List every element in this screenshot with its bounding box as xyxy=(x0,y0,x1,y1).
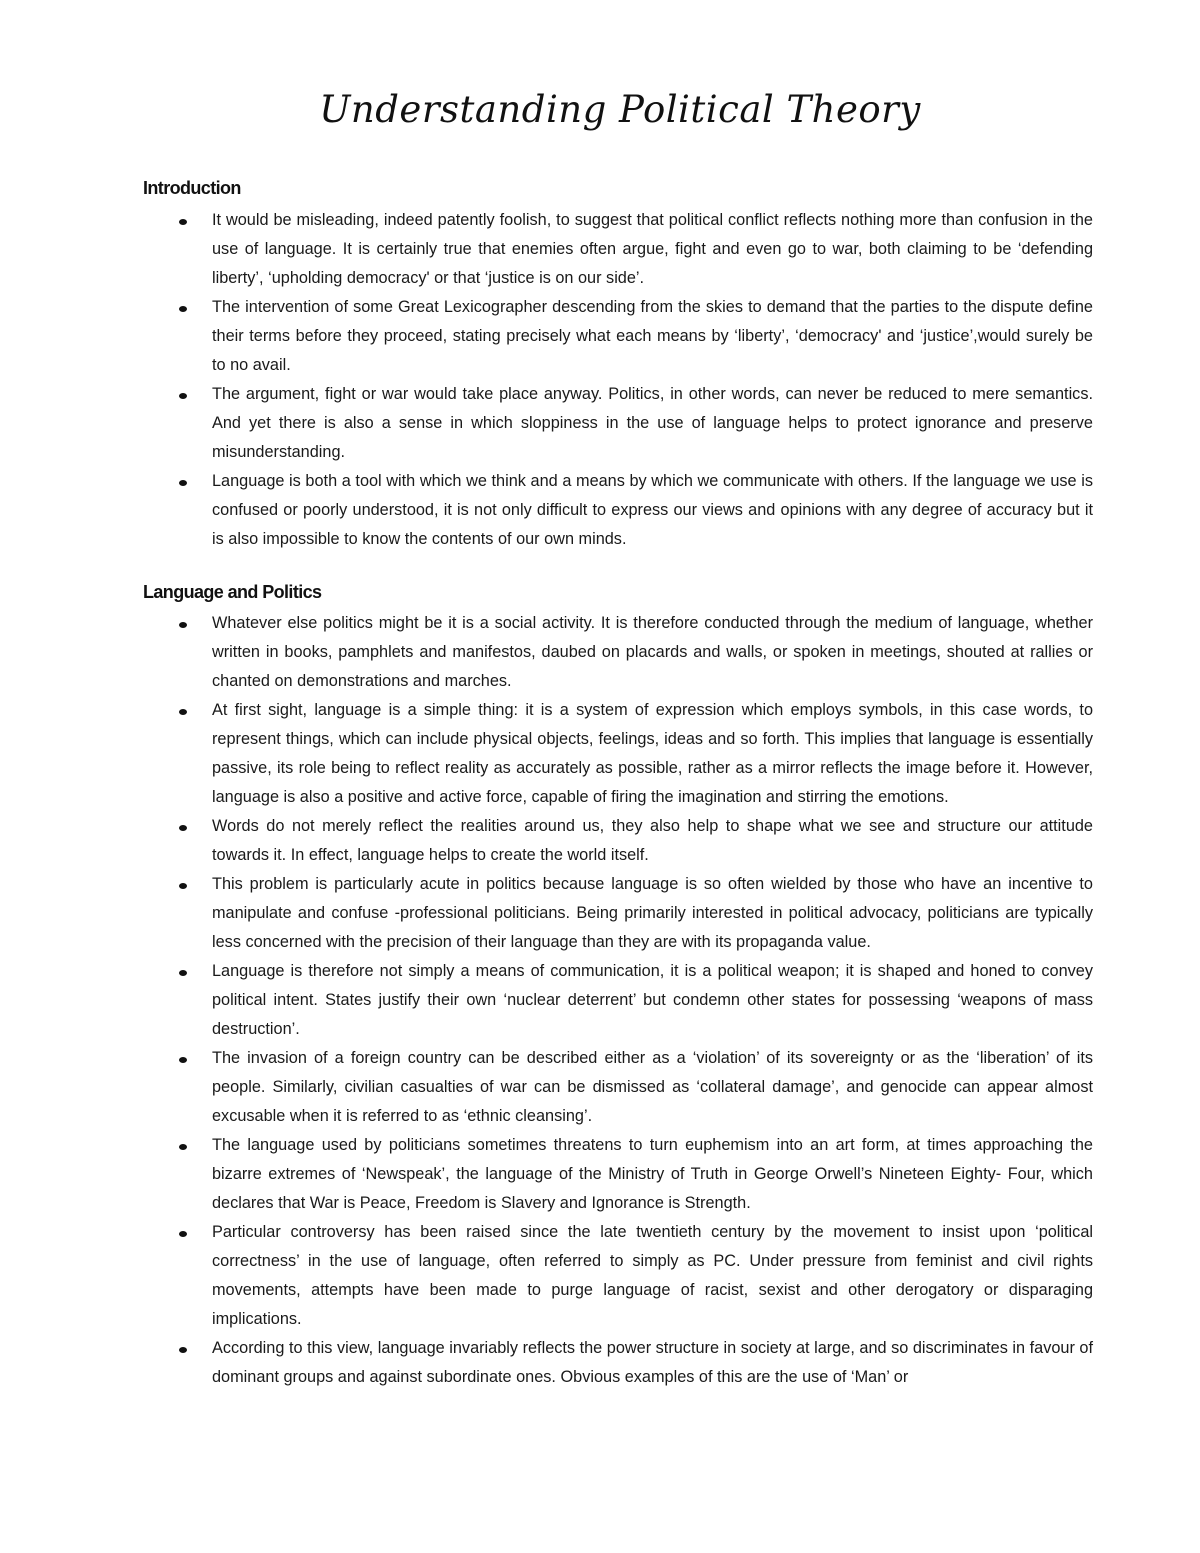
list-item-text: Language is both a tool with which we think and a means by which we communicate with others. If the language we use is confused or poorly understood, it is not only difficult to express our views and opinions with any degree of accuracy but it is also impossible to know the contents of our own minds. xyxy=(212,472,1093,548)
bullet-list-language-and-politics xyxy=(0,609,1200,1392)
list-item-text: Words do not merely reflect the realities around us, they also help to shape what we see and structure our attitude towards it. In effect, language helps to create the world itself. xyxy=(212,817,1093,864)
bullet-icon xyxy=(179,1231,187,1237)
section-heading-language-and-politics: Language and Politics xyxy=(143,582,322,602)
bullet-icon xyxy=(179,825,187,831)
list-item-text: The argument, fight or war would take place anyway. Politics, in other words, can never be reduced to mere semantics. And yet there is also a sense in which sloppiness in the use of language helps to protect ignorance and preserve misunderstanding. xyxy=(212,385,1093,461)
list-item-text: It would be misleading, indeed patently foolish, to suggest that political conflict reflects nothing more than confusion in the use of language. It is certainly true that enemies often argue, fight and even go to war, both claiming to be ‘defending liberty’, ‘upholding democracy' or that ‘justice is on our side’. xyxy=(212,211,1093,287)
list-item xyxy=(0,1334,1200,1392)
list-item-text: This problem is particularly acute in politics because language is so often wielded by those who have an incentive to manipulate and confuse -professional politicians. Being primarily interested in political advocacy, politicians are typically less concerned with the precision of their language than they are with its propaganda value. xyxy=(212,875,1093,951)
list-item-text: The intervention of some Great Lexicographer descending from the skies to demand that the parties to the dispute define their terms before they proceed, stating precisely what each means by ‘liberty’, ‘democracy' and ‘justice’,would surely be to no avail. xyxy=(212,298,1093,374)
list-item-text: According to this view, language invariably reflects the power structure in society at large, and so discriminates in favour of dominant groups and against subordinate ones. Obvious examples of this are the use of ‘Man’ or xyxy=(212,1339,1093,1386)
bullet-icon xyxy=(179,219,187,225)
bullet-icon xyxy=(179,709,187,715)
bullet-icon xyxy=(179,1144,187,1150)
list-item xyxy=(0,609,1200,696)
list-item-text: The language used by politicians sometimes threatens to turn euphemism into an art form, at times approaching the bizarre extremes of ‘Newspeak’, the language of the Ministry of Truth in George Orwell’s Nineteen Eighty- Four, which declares that War is Peace, Freedom is Slavery and Ignorance is Strength. xyxy=(212,1136,1093,1212)
bullet-icon xyxy=(179,480,187,486)
bullet-list-introduction xyxy=(0,206,1200,554)
list-item xyxy=(0,380,1200,467)
section-heading-introduction: Introduction xyxy=(143,178,241,198)
bullet-icon xyxy=(179,393,187,399)
list-item-text: The invasion of a foreign country can be described either as a ‘violation’ of its sovereignty or as the ‘liberation’ of its people. Similarly, civilian casualties of war can be dismissed as ‘collateral damage’, and genocide can appear almost excusable when it is referred to as ‘ethnic cleansing’. xyxy=(212,1049,1093,1125)
list-item xyxy=(0,293,1200,380)
list-item xyxy=(0,870,1200,957)
list-item xyxy=(0,206,1200,293)
list-item xyxy=(0,467,1200,554)
list-item xyxy=(0,957,1200,1044)
list-item xyxy=(0,1044,1200,1131)
list-item xyxy=(0,812,1200,870)
bullet-icon xyxy=(179,1057,187,1063)
list-item xyxy=(0,696,1200,812)
bullet-icon xyxy=(179,883,187,889)
bullet-icon xyxy=(179,622,187,628)
list-item xyxy=(0,1218,1200,1334)
list-item-text: Particular controversy has been raised since the late twentieth century by the movement to insist upon ‘political correctness’ in the use of language, often referred to simply as PC. Under pressure from feminist and civil rights movements, attempts have been made to purge language of racist, sexist and other derogatory or disparaging implications. xyxy=(212,1223,1093,1328)
list-item-text: Language is therefore not simply a means of communication, it is a political weapon; it is shaped and honed to convey political intent. States justify their own ‘nuclear deterrent’ but condemn other states for possessing ‘weapons of mass destruction’. xyxy=(212,962,1093,1038)
bullet-icon xyxy=(179,1347,187,1353)
bullet-icon xyxy=(179,306,187,312)
list-item-text: Whatever else politics might be it is a social activity. It is therefore conducted through the medium of language, whether written in books, pamphlets and manifestos, daubed on placards and walls, or spoken in meetings, shouted at rallies or chanted on demonstrations and marches. xyxy=(212,614,1093,690)
bullet-icon xyxy=(179,970,187,976)
list-item-text: At first sight, language is a simple thing: it is a system of expression which employs symbols, in this case words, to represent things, which can include physical objects, feelings, ideas and so forth. This implies that language is essentially passive, its role being to reflect reality as accurately as possible, rather as a mirror reflects the image before it. However, language is also a positive and active force, capable of firing the imagination and stirring the emotions. xyxy=(212,701,1093,806)
page-title: Understanding Political Theory xyxy=(319,88,921,131)
list-item xyxy=(0,1131,1200,1218)
